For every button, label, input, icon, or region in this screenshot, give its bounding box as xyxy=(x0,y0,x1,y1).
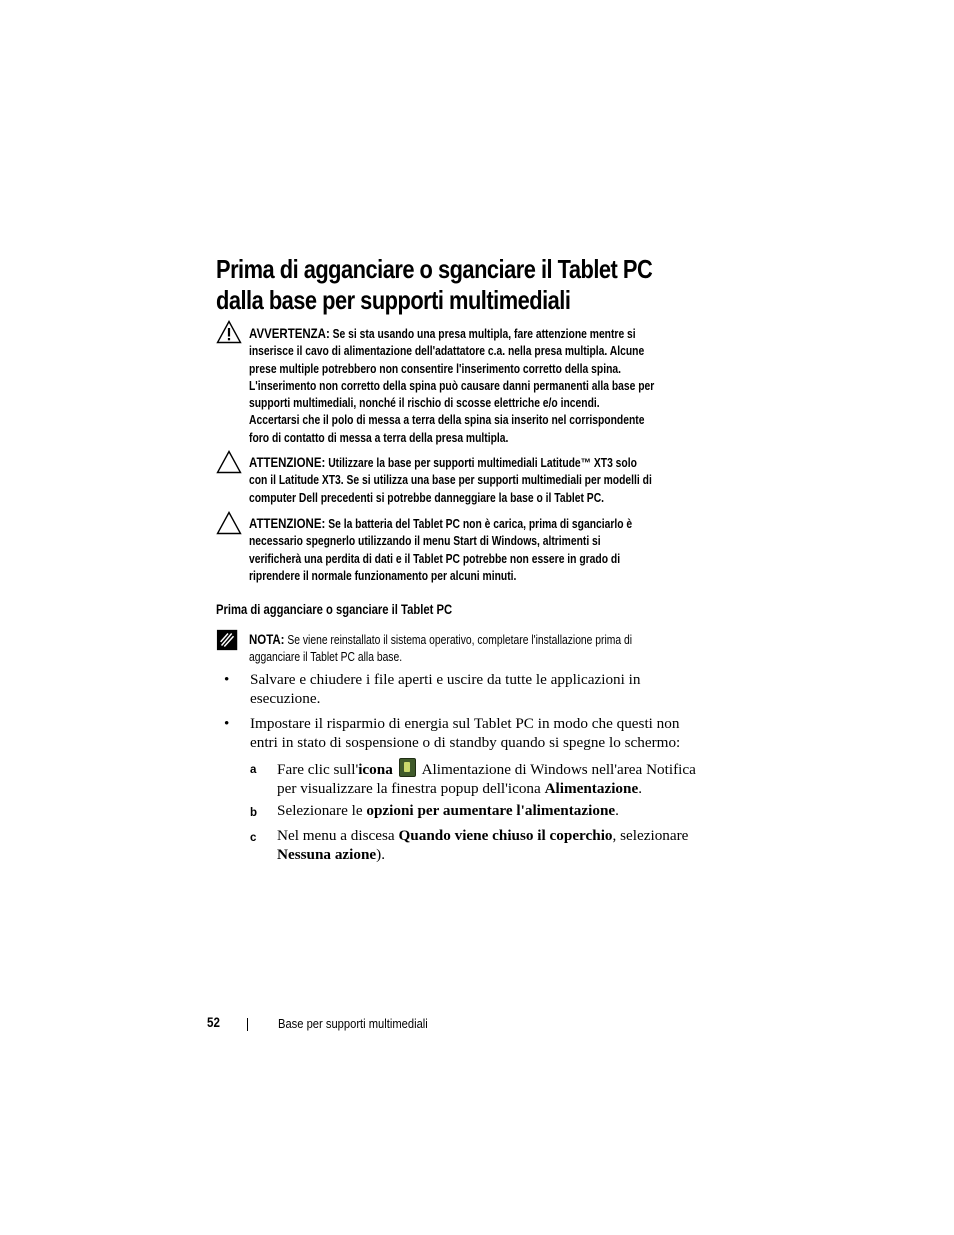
page-title xyxy=(216,254,720,316)
footer-section-title: Base per supporti multimediali xyxy=(278,1016,428,1031)
note-text: NOTA: Se viene reinstallato il sistema operativo, completare l'installazione prima di agganciare il Tablet PC alla base. xyxy=(249,631,633,665)
battery-power-icon xyxy=(399,758,416,777)
footer-divider xyxy=(247,1018,248,1031)
bullet-icon: • xyxy=(224,671,230,688)
note-label: NOTA: xyxy=(249,631,285,647)
warning-label: AVVERTENZA: xyxy=(249,325,330,341)
bullet-icon: • xyxy=(224,715,230,732)
warning-icon xyxy=(216,320,242,344)
title-line-2: dalla base per supporti multimediali xyxy=(216,285,571,315)
step-letter: b xyxy=(250,807,258,819)
caution-2-text: ATTENZIONE: Se la batteria del Tablet PC non è carica, prima di sganciarlo è necessario spegnerlo utilizzando il menu Start di Windows, altrimenti si verificherà una perdita di dati e il Tablet PC potrebbe non essere in grado di riprendere il normale funzionamento per alcuni minuti. xyxy=(249,515,633,583)
step-letter: c xyxy=(250,832,257,844)
caution-2-label: ATTENZIONE: xyxy=(249,515,326,531)
caution-icon xyxy=(216,511,242,535)
note-pencil-icon xyxy=(216,628,240,652)
title-line-1: Prima di agganciare o sganciare il Tablet PC xyxy=(216,254,653,284)
step-letter: a xyxy=(250,764,257,776)
caution-icon xyxy=(216,450,242,474)
caution-1-text: ATTENZIONE: Utilizzare la base per supporti multimediali Latitude™ XT3 solo con il Latitude XT3. Se si utilizza una base per supporti multimediali per modelli di computer Dell precedenti si potrebbe danneggiare la base o il Tablet PC. xyxy=(249,454,652,505)
page-number: 52 xyxy=(207,1015,220,1030)
caution-1-label: ATTENZIONE: xyxy=(249,454,326,470)
warning-text: AVVERTENZA: Se si sta usando una presa multipla, fare attenzione mentre si inserisce il cavo di alimentazione dell'adattatore c.a. nella presa multipla. Alcune prese multiple potrebbero non consentire l'inserimento corretto della spina. L'inserimento non corretto della spina può causare danni permanenti alla base per supporti multimediali, nonché il rischio di scosse elettriche e/o incendi. Accertarsi che il polo di messa a terra della spina sia inserito nel corrispondente foro di contatto di messa a terra della presa multipla. xyxy=(249,325,655,445)
section-subheading: Prima di agganciare o sganciare il Tablet PC xyxy=(216,602,453,617)
